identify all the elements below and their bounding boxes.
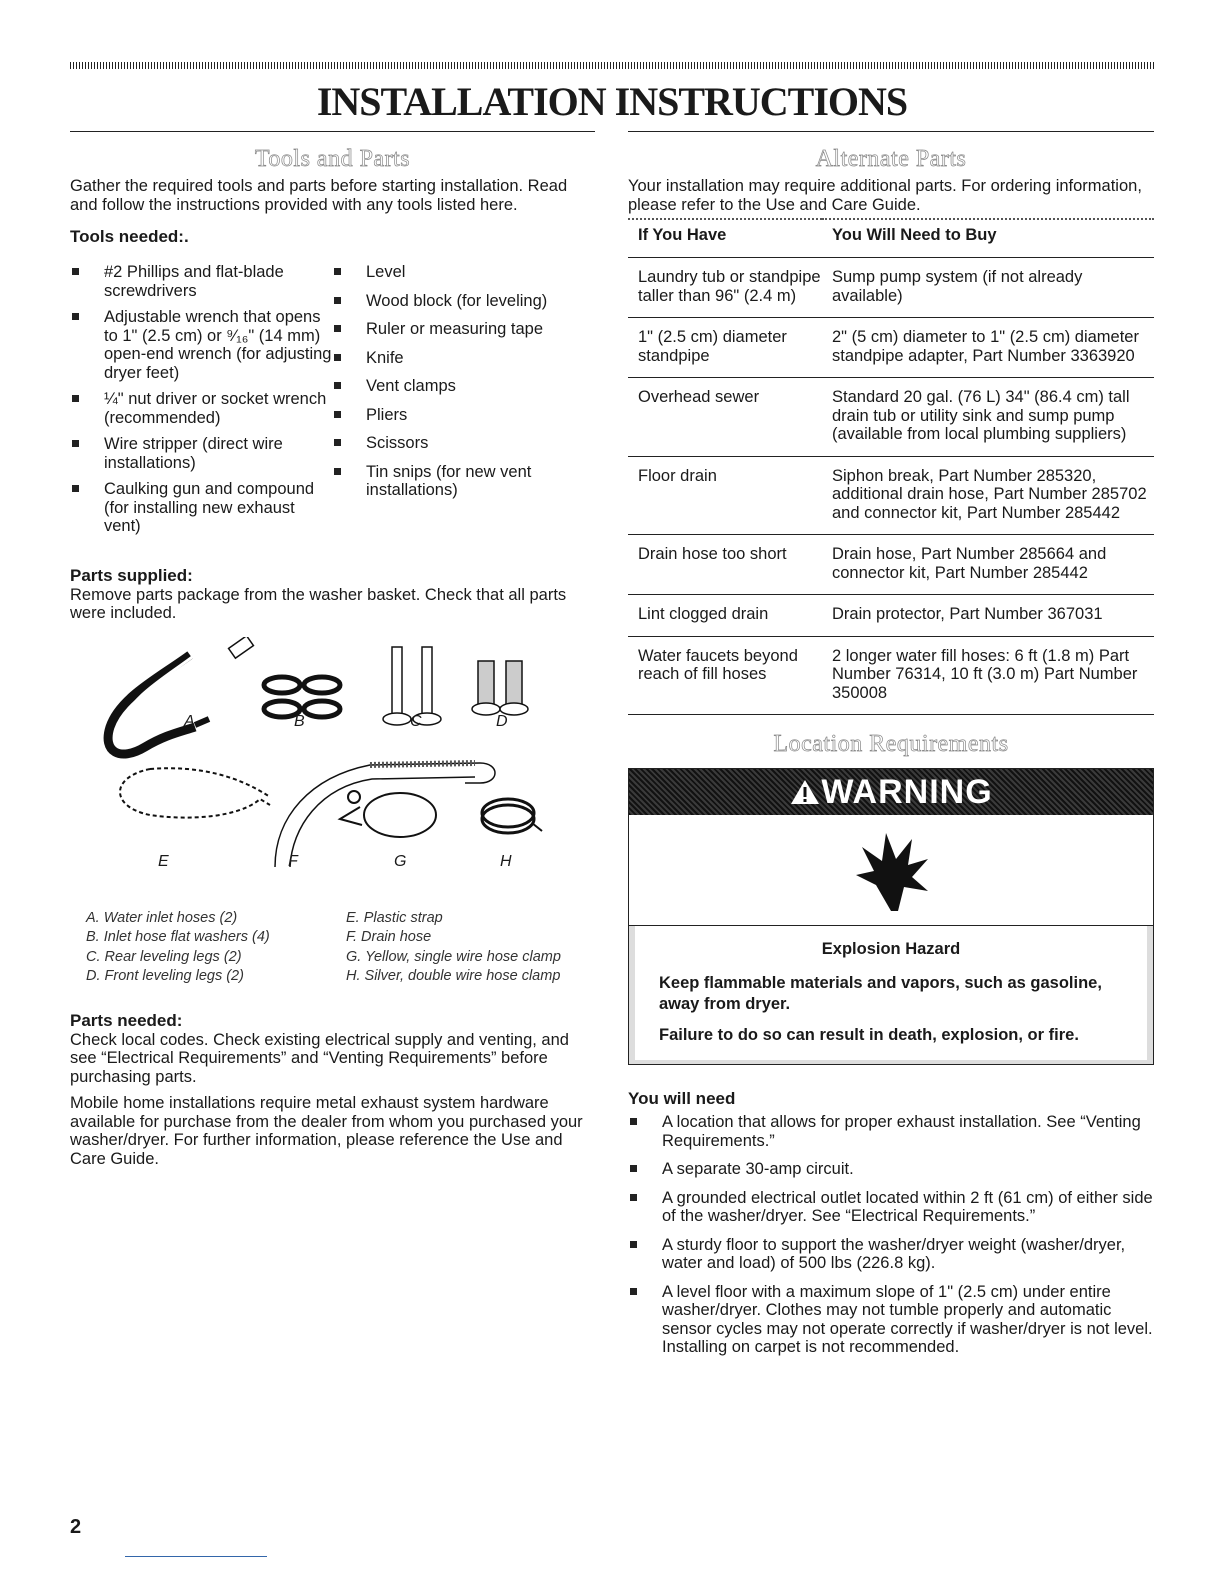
warning-body: [629, 926, 1153, 1064]
figure-label-a: A: [184, 712, 195, 730]
tools-intro: Gather the required tools and parts before starting installation. Read and follow the instructions provided with any tools listed here.: [70, 177, 568, 214]
list-item: A location that allows for proper exhaust installation. See “Venting Requirements.”: [628, 1113, 1154, 1150]
alternate-parts-intro: Your installation may require additional parts. For ordering information, please refer to the Use and Care Guide.: [628, 177, 1142, 214]
warning-header: [629, 769, 1153, 815]
table-header-row: [628, 219, 1154, 258]
cell-buy: Sump pump system (if not already available): [822, 258, 1154, 318]
explosion-icon: [846, 825, 936, 915]
table-row: [628, 318, 1154, 378]
captions-col1: [70, 909, 346, 987]
plastic-strap-drawing: [120, 768, 270, 817]
table-row: [628, 258, 1154, 318]
cell-buy: 2 longer water fill hoses: 6 ft (1.8 m) Part Number 76314, 10 ft (3.0 m) Part Number 350008: [822, 636, 1154, 715]
caption: F. Drain hose: [346, 929, 432, 945]
parts-illustration: [70, 637, 595, 907]
figure-label-f: F: [288, 852, 298, 870]
list-item: Wire stripper (direct wire installations): [70, 435, 332, 472]
list-item: Adjustable wrench that opens to 1" (2.5 cm) or ⁹⁄₁₆" (14 mm) open-end wrench (for adjusting dryer feet): [70, 308, 332, 382]
list-item: Level: [332, 263, 572, 282]
list-item: Ruler or measuring tape: [332, 320, 572, 339]
water-inlet-hose-drawing: [108, 637, 253, 754]
table-row: [628, 636, 1154, 715]
list-item: Vent clamps: [332, 377, 572, 396]
section-rule: [628, 131, 1154, 132]
list-item: #2 Phillips and flat-blade screwdrivers: [70, 263, 332, 300]
list-item: Pliers: [332, 406, 572, 425]
parts-needed-p2: Mobile home installations require metal exhaust system hardware available for purchase from the dealer from whom you purchased your washer/dryer. For further information, please reference the Use and Care Guide.: [70, 1094, 583, 1168]
caption: H. Silver, double wire hose clamp: [346, 968, 561, 984]
list-item: A sturdy floor to support the washer/dryer weight (washer/dryer, water and load) of 500 lbs (226.8 kg).: [628, 1236, 1154, 1273]
explosion-symbol: [629, 815, 1153, 926]
parts-needed-heading: Parts needed:: [70, 1010, 183, 1030]
cell-buy: Drain hose, Part Number 285664 and connector kit, Part Number 285442: [822, 535, 1154, 595]
cell-have: Drain hose too short: [628, 535, 822, 595]
parts-needed-p1: Check local codes. Check existing electrical supply and venting, and see “Electrical Requirements” and “Venting Requirements” before purchasing parts.: [70, 1030, 569, 1086]
hazard-title: Explosion Hazard: [821, 940, 961, 958]
page-title: INSTALLATION INSTRUCTIONS: [316, 79, 908, 124]
cell-have: Overhead sewer: [628, 378, 822, 457]
alternate-parts-table: [628, 218, 1154, 715]
captions-col2: [346, 909, 561, 987]
figure-captions: [70, 909, 595, 987]
cell-have: Lint clogged drain: [628, 595, 822, 637]
list-item: Knife: [332, 349, 572, 368]
caption: D. Front leveling legs (2): [86, 968, 244, 984]
list-item: Scissors: [332, 434, 572, 453]
tools-list-col2: [332, 263, 572, 544]
figure-label-e: E: [158, 852, 169, 870]
cell-have: Laundry tub or standpipe taller than 96" (2.4 m): [628, 258, 822, 318]
caption: G. Yellow, single wire hose clamp: [346, 948, 561, 965]
figure-label-g: G: [394, 852, 407, 870]
col-header-buy: You Will Need to Buy: [822, 219, 1154, 258]
warning-label: WARNING: [821, 772, 993, 811]
caption: B. Inlet hose flat washers (4): [86, 929, 270, 945]
list-item: Caulking gun and compound (for installing new exhaust vent): [70, 480, 332, 536]
caption: C. Rear leveling legs (2): [86, 948, 242, 965]
location-requirements-heading: Location Requirements: [773, 731, 1009, 757]
cell-have: 1" (2.5 cm) diameter standpipe: [628, 318, 822, 378]
tools-list-col1: [70, 263, 332, 544]
table-row: [628, 595, 1154, 637]
you-will-need-list: [628, 1113, 1154, 1357]
parts-figure: [70, 637, 595, 907]
parts-supplied-heading: Parts supplied:: [70, 565, 193, 585]
drain-hose-drawing: [275, 763, 495, 867]
tools-parts-heading: Tools and Parts: [254, 146, 411, 172]
table-row: [628, 456, 1154, 535]
top-dotted-rule: [70, 62, 1154, 69]
flat-washers-drawing: [264, 677, 340, 717]
list-item: A separate 30-amp circuit.: [628, 1160, 1154, 1179]
cell-have: Water faucets beyond reach of fill hoses: [628, 636, 822, 715]
list-item: Tin snips (for new vent installations): [332, 463, 572, 500]
front-leveling-legs-drawing: [472, 661, 528, 715]
right-column: [628, 131, 1154, 1367]
figure-label-h: H: [500, 852, 512, 870]
double-wire-clamp-drawing: [482, 799, 542, 833]
cell-have: Floor drain: [628, 456, 822, 535]
parts-supplied-text: Remove parts package from the washer basket. Check that all parts were included.: [70, 585, 567, 622]
cell-buy: Standard 20 gal. (76 L) 34" (86.4 cm) tall drain tub or utility sink and sump pump (available from local plumbing suppliers): [822, 378, 1154, 457]
table-row: [628, 378, 1154, 457]
figure-label-b: B: [294, 712, 305, 730]
figure-label-d: D: [496, 712, 508, 730]
list-item: A grounded electrical outlet located within 2 ft (61 cm) of either side of the washer/dryer. See “Electrical Requirements.”: [628, 1189, 1154, 1226]
caption: E. Plastic strap: [346, 909, 443, 926]
warning-line1: Keep flammable materials and vapors, such as gasoline, away from dryer.: [659, 974, 1102, 1013]
warning-line2: Failure to do so can result in death, explosion, or fire.: [659, 1026, 1079, 1044]
footer-line: [125, 1556, 267, 1557]
list-item: Wood block (for leveling): [332, 292, 572, 311]
left-column: [70, 131, 595, 1168]
list-item: ¼" nut driver or socket wrench (recommended): [70, 390, 332, 427]
alternate-parts-heading: Alternate Parts: [815, 146, 967, 172]
section-rule: [70, 131, 595, 132]
page-number: 2: [70, 1516, 82, 1538]
you-will-need-heading: You will need: [628, 1089, 736, 1108]
figure-label-c: C: [410, 712, 422, 730]
col-header-have: If You Have: [628, 219, 822, 258]
cell-buy: 2" (5 cm) diameter to 1" (2.5 cm) diameter standpipe adapter, Part Number 3363920: [822, 318, 1154, 378]
warning-triangle-icon: [789, 778, 821, 806]
cell-buy: Drain protector, Part Number 367031: [822, 595, 1154, 637]
warning-box: [628, 768, 1154, 1065]
list-item: A level floor with a maximum slope of 1" (2.5 cm) under entire washer/dryer. Clothes may not tumble properly and automatic sensor cycles may not operate correctly if washer/dryer is not level. Installing on carpet is not recommended.: [628, 1283, 1154, 1357]
single-wire-clamp-drawing: [340, 791, 436, 837]
cell-buy: Siphon break, Part Number 285320, additional drain hose, Part Number 285702 and connector kit, Part Number 285442: [822, 456, 1154, 535]
table-row: [628, 535, 1154, 595]
tools-list: [70, 263, 595, 544]
caption: A. Water inlet hoses (2): [86, 909, 238, 926]
tools-needed-heading: Tools needed:.: [70, 227, 189, 246]
